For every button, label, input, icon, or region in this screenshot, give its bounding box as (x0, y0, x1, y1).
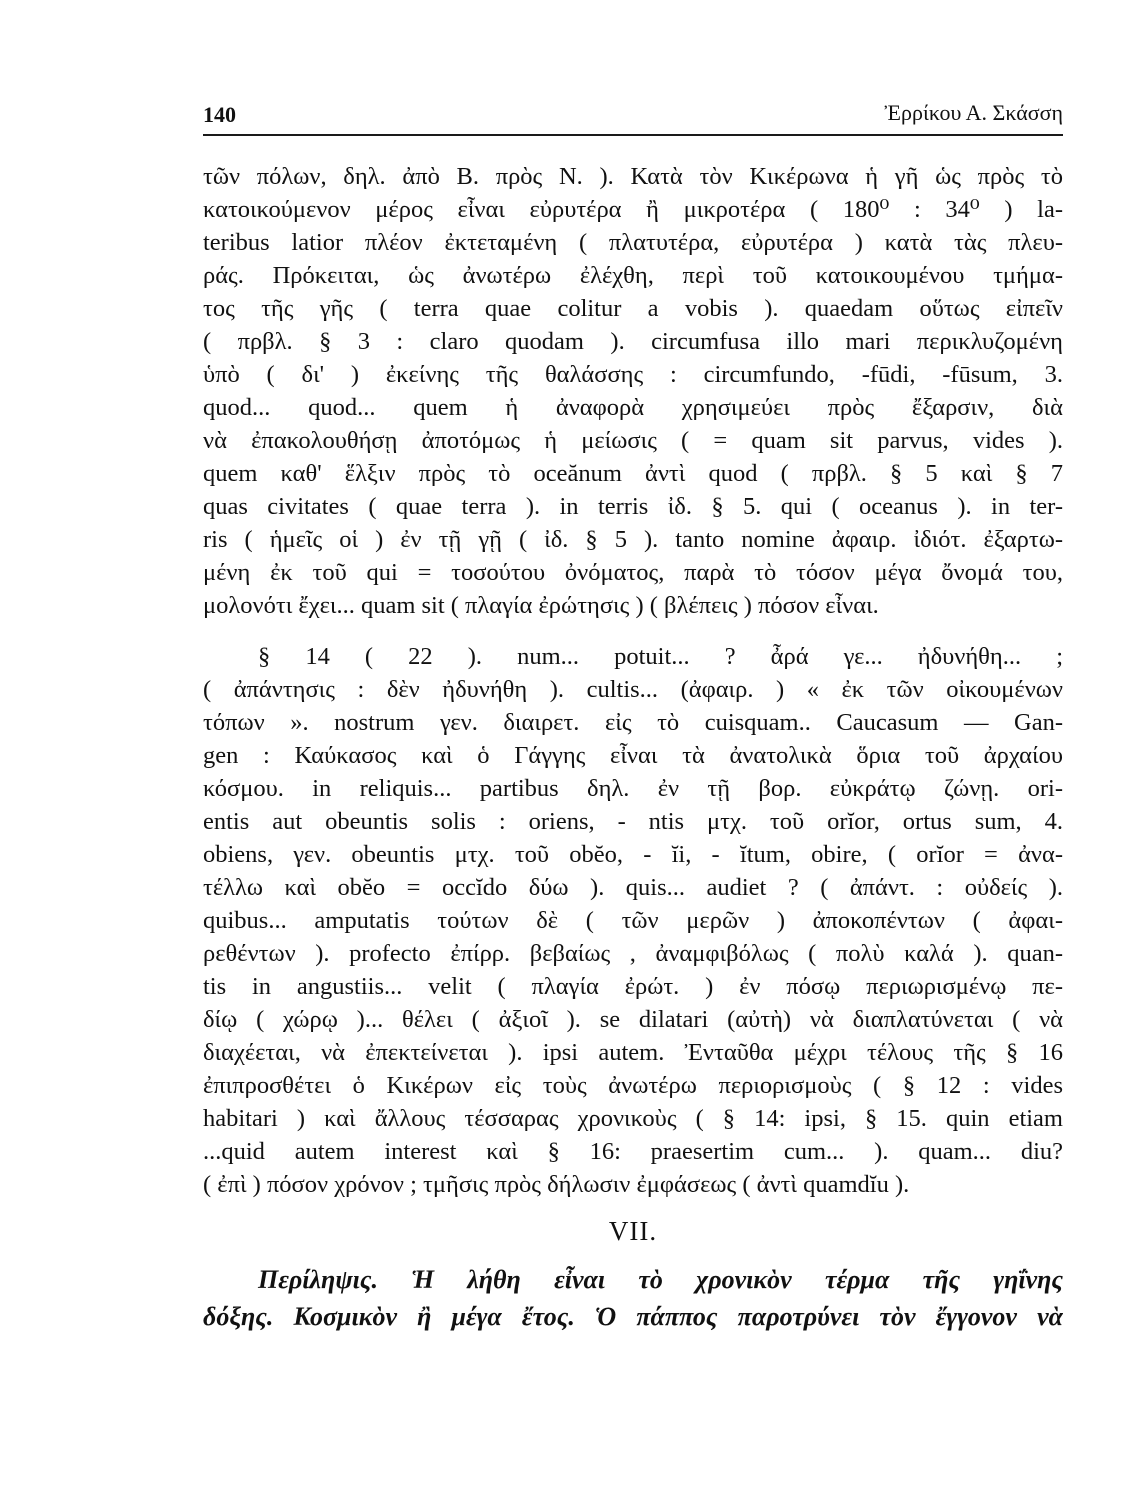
text-line: νὰ ἐπακολουθήσῃ ἀποτόμως ἡ μείωσις ( = quam sit parvus, vides ). (203, 427, 1063, 454)
text-line: δίῳ ( χώρῳ )... θέλει ( ἀξιοῖ ). se dilatari (αὐτὴ) νὰ διαπλατύνεται ( νὰ (203, 1006, 1063, 1033)
summary-line: Περίληψις. Ἡ λήθη εἶναι τὸ χρονικὸν τέρμα τῆς γηΐνης (258, 1265, 1063, 1294)
section-heading: VII. (608, 1216, 658, 1246)
text-line: ρεθέντων ). profecto ἐπίρρ. βεβαίως , ἀναμφιβόλως ( πολὺ καλά ). quan- (203, 940, 1063, 967)
text-line: ris ( ἡμεῖς οἱ ) ἐν τῇ γῇ ( ἰδ. § 5 ). tanto nomine ἀφαιρ. ἰδιότ. ἐξαρτω- (203, 526, 1063, 553)
text-line: entis aut obeuntis solis : oriens, - ntis μτχ. τοῦ orĭor, ortus sum, 4. (203, 808, 1063, 835)
text-line: κόσμου. in reliquis... partibus δηλ. ἐν τῇ βορ. εὐκράτῳ ζώνῃ. ori- (203, 775, 1063, 802)
page-number: 140 (203, 102, 236, 127)
body-text (203, 160, 1063, 1335)
text-line: τέλλω καὶ obĕo = occĭdo δύω ). quis... audiet ? ( ἀπάντ. : οὐδείς ). (203, 874, 1063, 901)
summary-paragraph (203, 1261, 1063, 1335)
text-line: quibus... amputatis τούτων δὲ ( τῶν μερῶν ) ἀποκοπέντων ( ἀφαι- (203, 907, 1063, 934)
header-rule (203, 134, 1063, 136)
text-line: κατοικούμενον μέρος εἶναι εὐρυτέρα ἢ μικροτέρα ( 180⁰ : 34⁰ ) la- (203, 196, 1063, 223)
commentary-paragraph-1 (203, 160, 1063, 622)
text-line: ( ἀπάντησις : δὲν ἠδυνήθη ). cultis... (ἀφαιρ. ) « ἐκ τῶν οἰκουμένων (203, 676, 1063, 703)
summary-line: δόξης. Κοσμικὸν ἢ μέγα ἔτος. Ὁ πάππος παροτρύνει τὸν ἔγγονον νὰ (203, 1302, 1063, 1331)
paragraph-gap (203, 622, 1063, 640)
text-line: habitari ) καὶ ἄλλους τέσσαρας χρονικοὺς ( § 14: ipsi, § 15. quin etiam (203, 1105, 1063, 1132)
text-line: μολονότι ἔχει... quam sit ( πλαγία ἐρώτησις ) ( βλέπεις ) πόσον εἶναι. (203, 592, 879, 619)
text-line: obiens, γεν. obeuntis μτχ. τοῦ obĕo, - ĭi, - ĭtum, obire, ( orĭor = ἀνα- (203, 841, 1063, 868)
text-line: tis in angustiis... velit ( πλαγία ἐρώτ. ) ἐν πόσῳ περιωρισμένῳ πε- (203, 973, 1063, 1000)
text-line: ( πρβλ. § 3 : claro quodam ). circumfusa illo mari περικλυζομένη (203, 328, 1063, 355)
text-line: διαχέεται, νὰ ἐπεκτείνεται ). ipsi autem. Ἐνταῦθα μέχρι τέλους τῆς § 16 (203, 1039, 1063, 1066)
text-line: ( ἐπὶ ) πόσον χρόνον ; τμῆσις πρὸς δήλωσιν ἐμφάσεως ( ἀντὶ quamdĭu ). (203, 1171, 910, 1198)
text-line: gen : Καύκασος καὶ ὁ Γάγγης εἶναι τὰ ἀνατολικὰ ὅρια τοῦ ἀρχαίου (203, 742, 1063, 769)
text-line: quem καθ' ἕλξιν πρὸς τὸ oceănum ἀντὶ quod ( πρβλ. § 5 καὶ § 7 (203, 460, 1063, 487)
text-line: ἐπιπροσθέτει ὁ Κικέρων εἰς τοὺς ἀνωτέρω περιορισμοὺς ( § 12 : vides (203, 1072, 1063, 1099)
text-line: teribus latior πλέον ἐκτεταμένη ( πλατυτέρα, εὐρυτέρα ) κατὰ τὰς πλευ- (203, 229, 1063, 256)
text-line: ράς. Πρόκειται, ὡς ἀνωτέρω ἐλέχθη, περὶ τοῦ κατοικουμένου τμήμα- (203, 262, 1063, 289)
text-line: τόπων ». nostrum γεν. διαιρετ. εἰς τὸ cuisquam.. Caucasum — Gan- (203, 709, 1063, 736)
text-line: quod... quod... quem ἡ ἀναφορὰ χρησιμεύει πρὸς ἔξαρσιν, διὰ (203, 394, 1063, 421)
text-line: ...quid autem interest καὶ § 16: praesertim cum... ). quam... diu? (203, 1138, 1063, 1165)
running-title: Ἐρρίκου Α. Σκάσση (884, 100, 1063, 125)
text-line: § 14 ( 22 ). num... potuit... ? ἆρά γε... ἠδυνήθη... ; (258, 643, 1063, 670)
text-line: μένη ἐκ τοῦ qui = τοσούτου ὀνόματος, παρὰ τὸ τόσον μέγα ὄνομά του, (203, 559, 1063, 586)
text-line: τος τῆς γῆς ( terra quae colitur a vobis ). quaedam οὕτως εἰπεῖν (203, 295, 1063, 322)
text-line: ὑπὸ ( δι' ) ἐκείνης τῆς θαλάσσης : circumfundo, -fūdi, -fūsum, 3. (203, 361, 1063, 388)
commentary-paragraph-2 (203, 640, 1063, 1201)
running-head (203, 98, 1063, 132)
text-line: τῶν πόλων, δηλ. ἀπὸ Β. πρὸς Ν. ). Κατὰ τὸν Κικέρωνα ἡ γῆ ὡς πρὸς τὸ (203, 163, 1063, 190)
text-line: quas civitates ( quae terra ). in terris ἰδ. § 5. qui ( oceanus ). in ter- (203, 493, 1063, 520)
